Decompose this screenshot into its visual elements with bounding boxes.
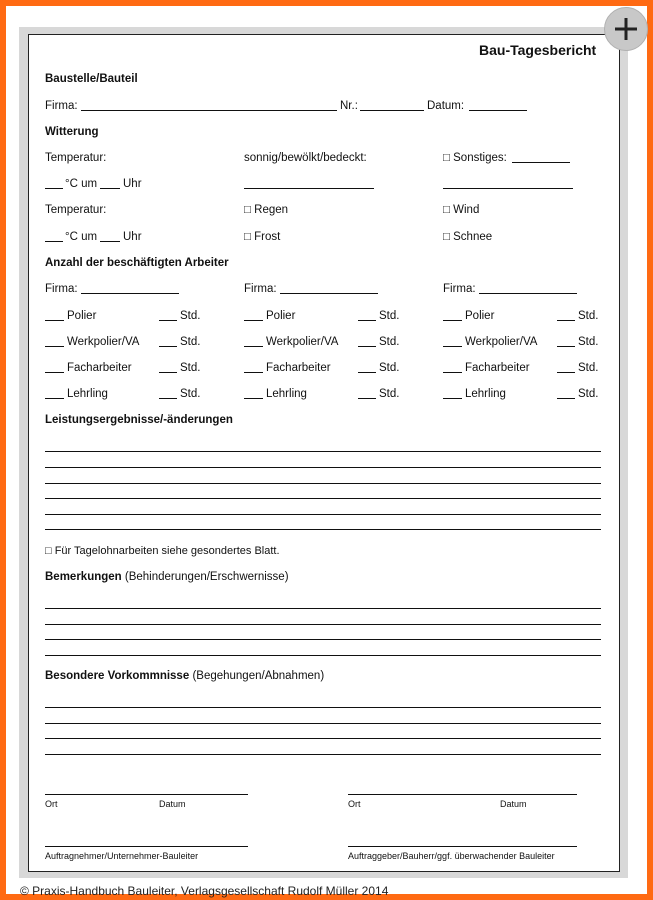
temp-field-1[interactable] (45, 188, 63, 189)
hours-field[interactable] (557, 398, 575, 399)
std-label: Std. (578, 336, 599, 348)
leistung-line[interactable] (45, 498, 601, 499)
count-field[interactable] (443, 346, 462, 347)
std-label: Std. (578, 362, 599, 374)
arbeiter-heading: Anzahl der beschäftigten Arbeiter (45, 257, 229, 269)
count-field[interactable] (45, 320, 64, 321)
wind-checkbox[interactable]: □ Wind (443, 204, 480, 216)
count-field[interactable] (443, 398, 462, 399)
grad-um-label-2: °C um (65, 231, 98, 243)
arbeiter-firma-label-3: Firma: (443, 283, 476, 295)
bemerkungen-line[interactable] (45, 655, 601, 656)
hours-field[interactable] (358, 372, 376, 373)
bemerkungen-heading (45, 570, 289, 584)
role-label: Facharbeiter (465, 362, 530, 374)
std-label: Std. (180, 388, 201, 400)
hours-field[interactable] (159, 372, 177, 373)
role-label: Werkpolier/VA (465, 336, 538, 348)
leistung-line[interactable] (45, 451, 601, 452)
signature-line-left[interactable] (45, 846, 248, 847)
std-label: Std. (180, 310, 201, 322)
count-field[interactable] (244, 372, 263, 373)
arbeiter-firma-label-2: Firma: (244, 283, 277, 295)
copyright-footer: © Praxis-Handbuch Bauleiter, Verlagsgesellschaft Rudolf Müller 2014 (20, 884, 389, 898)
leistung-heading: Leistungsergebnisse/-änderungen (45, 414, 233, 426)
role-label: Facharbeiter (67, 362, 132, 374)
role-label: Facharbeiter (266, 362, 331, 374)
count-field[interactable] (45, 372, 64, 373)
role-label: Lehrling (67, 388, 108, 400)
count-field[interactable] (244, 320, 263, 321)
count-field[interactable] (45, 398, 64, 399)
temperatur-label-1: Temperatur: (45, 152, 107, 164)
leistung-line[interactable] (45, 467, 601, 468)
bemerkungen-line[interactable] (45, 608, 601, 609)
datum-label: Datum: (427, 100, 465, 112)
vorkommnisse-heading-normal: (Begehungen/Abnahmen) (192, 670, 325, 682)
bemerkungen-heading-bold: Bemerkungen (45, 571, 122, 583)
plus-icon (614, 17, 638, 41)
std-label: Std. (379, 310, 400, 322)
hours-field[interactable] (358, 398, 376, 399)
schnee-checkbox[interactable]: □ Schnee (443, 231, 493, 243)
ort-label-right: Ort (348, 799, 361, 809)
temp-field-2[interactable] (45, 241, 63, 242)
auftragnehmer-label: Auftragnehmer/Unternehmer-Bauleiter (45, 851, 199, 861)
vorkommnisse-line[interactable] (45, 723, 601, 724)
firma-field[interactable] (81, 110, 337, 111)
witterung-heading: Witterung (45, 126, 99, 138)
role-label: Werkpolier/VA (266, 336, 339, 348)
vorkommnisse-line[interactable] (45, 738, 601, 739)
role-label: Polier (266, 310, 296, 322)
frost-checkbox[interactable]: □ Frost (244, 231, 281, 243)
form-sheet (28, 34, 620, 872)
regen-checkbox[interactable]: □ Regen (244, 204, 289, 216)
vorkommnisse-line[interactable] (45, 754, 601, 755)
hours-field[interactable] (159, 320, 177, 321)
std-label: Std. (379, 362, 400, 374)
hours-field[interactable] (557, 372, 575, 373)
hours-field[interactable] (358, 346, 376, 347)
role-label: Lehrling (465, 388, 506, 400)
signature-line-right[interactable] (348, 846, 577, 847)
tagelohn-checkbox[interactable]: □ Für Tagelohnarbeiten siehe gesondertes Blatt. (45, 545, 280, 557)
hours-field[interactable] (557, 346, 575, 347)
uhr-field-2[interactable] (100, 241, 120, 242)
vorkommnisse-line[interactable] (45, 707, 601, 708)
datum-field[interactable] (469, 110, 527, 111)
std-label: Std. (379, 336, 400, 348)
hours-field[interactable] (557, 320, 575, 321)
hours-field[interactable] (358, 320, 376, 321)
temperatur-label-2: Temperatur: (45, 204, 107, 216)
vorkommnisse-heading-bold: Besondere Vorkommnisse (45, 670, 190, 682)
grad-um-label-1: °C um (65, 178, 98, 190)
sonstiges-field[interactable] (512, 162, 570, 163)
role-label: Polier (465, 310, 495, 322)
auftraggeber-label: Auftraggeber/Bauherr/ggf. überwachender Bauleiter (348, 851, 555, 861)
leistung-line[interactable] (45, 514, 601, 515)
bemerkungen-line[interactable] (45, 624, 601, 625)
arbeiter-firma-label-1: Firma: (45, 283, 78, 295)
vorkommnisse-heading (45, 669, 324, 683)
uhr-label-1: Uhr (123, 178, 142, 190)
role-label: Polier (67, 310, 97, 322)
bemerkungen-line[interactable] (45, 639, 601, 640)
firma-label: Firma: (45, 100, 78, 112)
sonstiges-checkbox[interactable]: □ Sonstiges: (443, 152, 507, 164)
count-field[interactable] (443, 372, 462, 373)
std-label: Std. (578, 310, 599, 322)
baustelle-heading: Baustelle/Bauteil (45, 73, 138, 85)
sonstiges-field-2[interactable] (443, 188, 573, 189)
leistung-line[interactable] (45, 483, 601, 484)
role-label: Lehrling (266, 388, 307, 400)
count-field[interactable] (244, 346, 263, 347)
count-field[interactable] (45, 346, 64, 347)
sonnig-label: sonnig/bewölkt/bedeckt: (244, 152, 367, 164)
nr-label: Nr.: (340, 100, 358, 112)
form-title: Bau-Tagesbericht (479, 42, 597, 58)
count-field[interactable] (244, 398, 263, 399)
datum-label-right: Datum (500, 799, 527, 809)
ort-datum-line-left[interactable] (45, 794, 248, 795)
role-label: Werkpolier/VA (67, 336, 140, 348)
std-label: Std. (379, 388, 400, 400)
ort-datum-line-right[interactable] (348, 794, 577, 795)
std-label: Std. (578, 388, 599, 400)
zoom-button[interactable] (604, 7, 648, 51)
std-label: Std. (180, 362, 201, 374)
bemerkungen-heading-normal: (Behinderungen/Erschwernisse) (124, 571, 289, 583)
count-field[interactable] (443, 320, 462, 321)
leistung-line[interactable] (45, 529, 601, 530)
arbeiter-firma-field-3[interactable] (479, 293, 577, 294)
ort-label-left: Ort (45, 799, 58, 809)
hours-field[interactable] (159, 398, 177, 399)
nr-field[interactable] (360, 110, 424, 111)
hours-field[interactable] (159, 346, 177, 347)
uhr-field-1[interactable] (100, 188, 120, 189)
datum-label-left: Datum (159, 799, 186, 809)
arbeiter-firma-field-2[interactable] (280, 293, 378, 294)
std-label: Std. (180, 336, 201, 348)
uhr-label-2: Uhr (123, 231, 142, 243)
sonnig-field[interactable] (244, 188, 374, 189)
arbeiter-firma-field-1[interactable] (81, 293, 179, 294)
